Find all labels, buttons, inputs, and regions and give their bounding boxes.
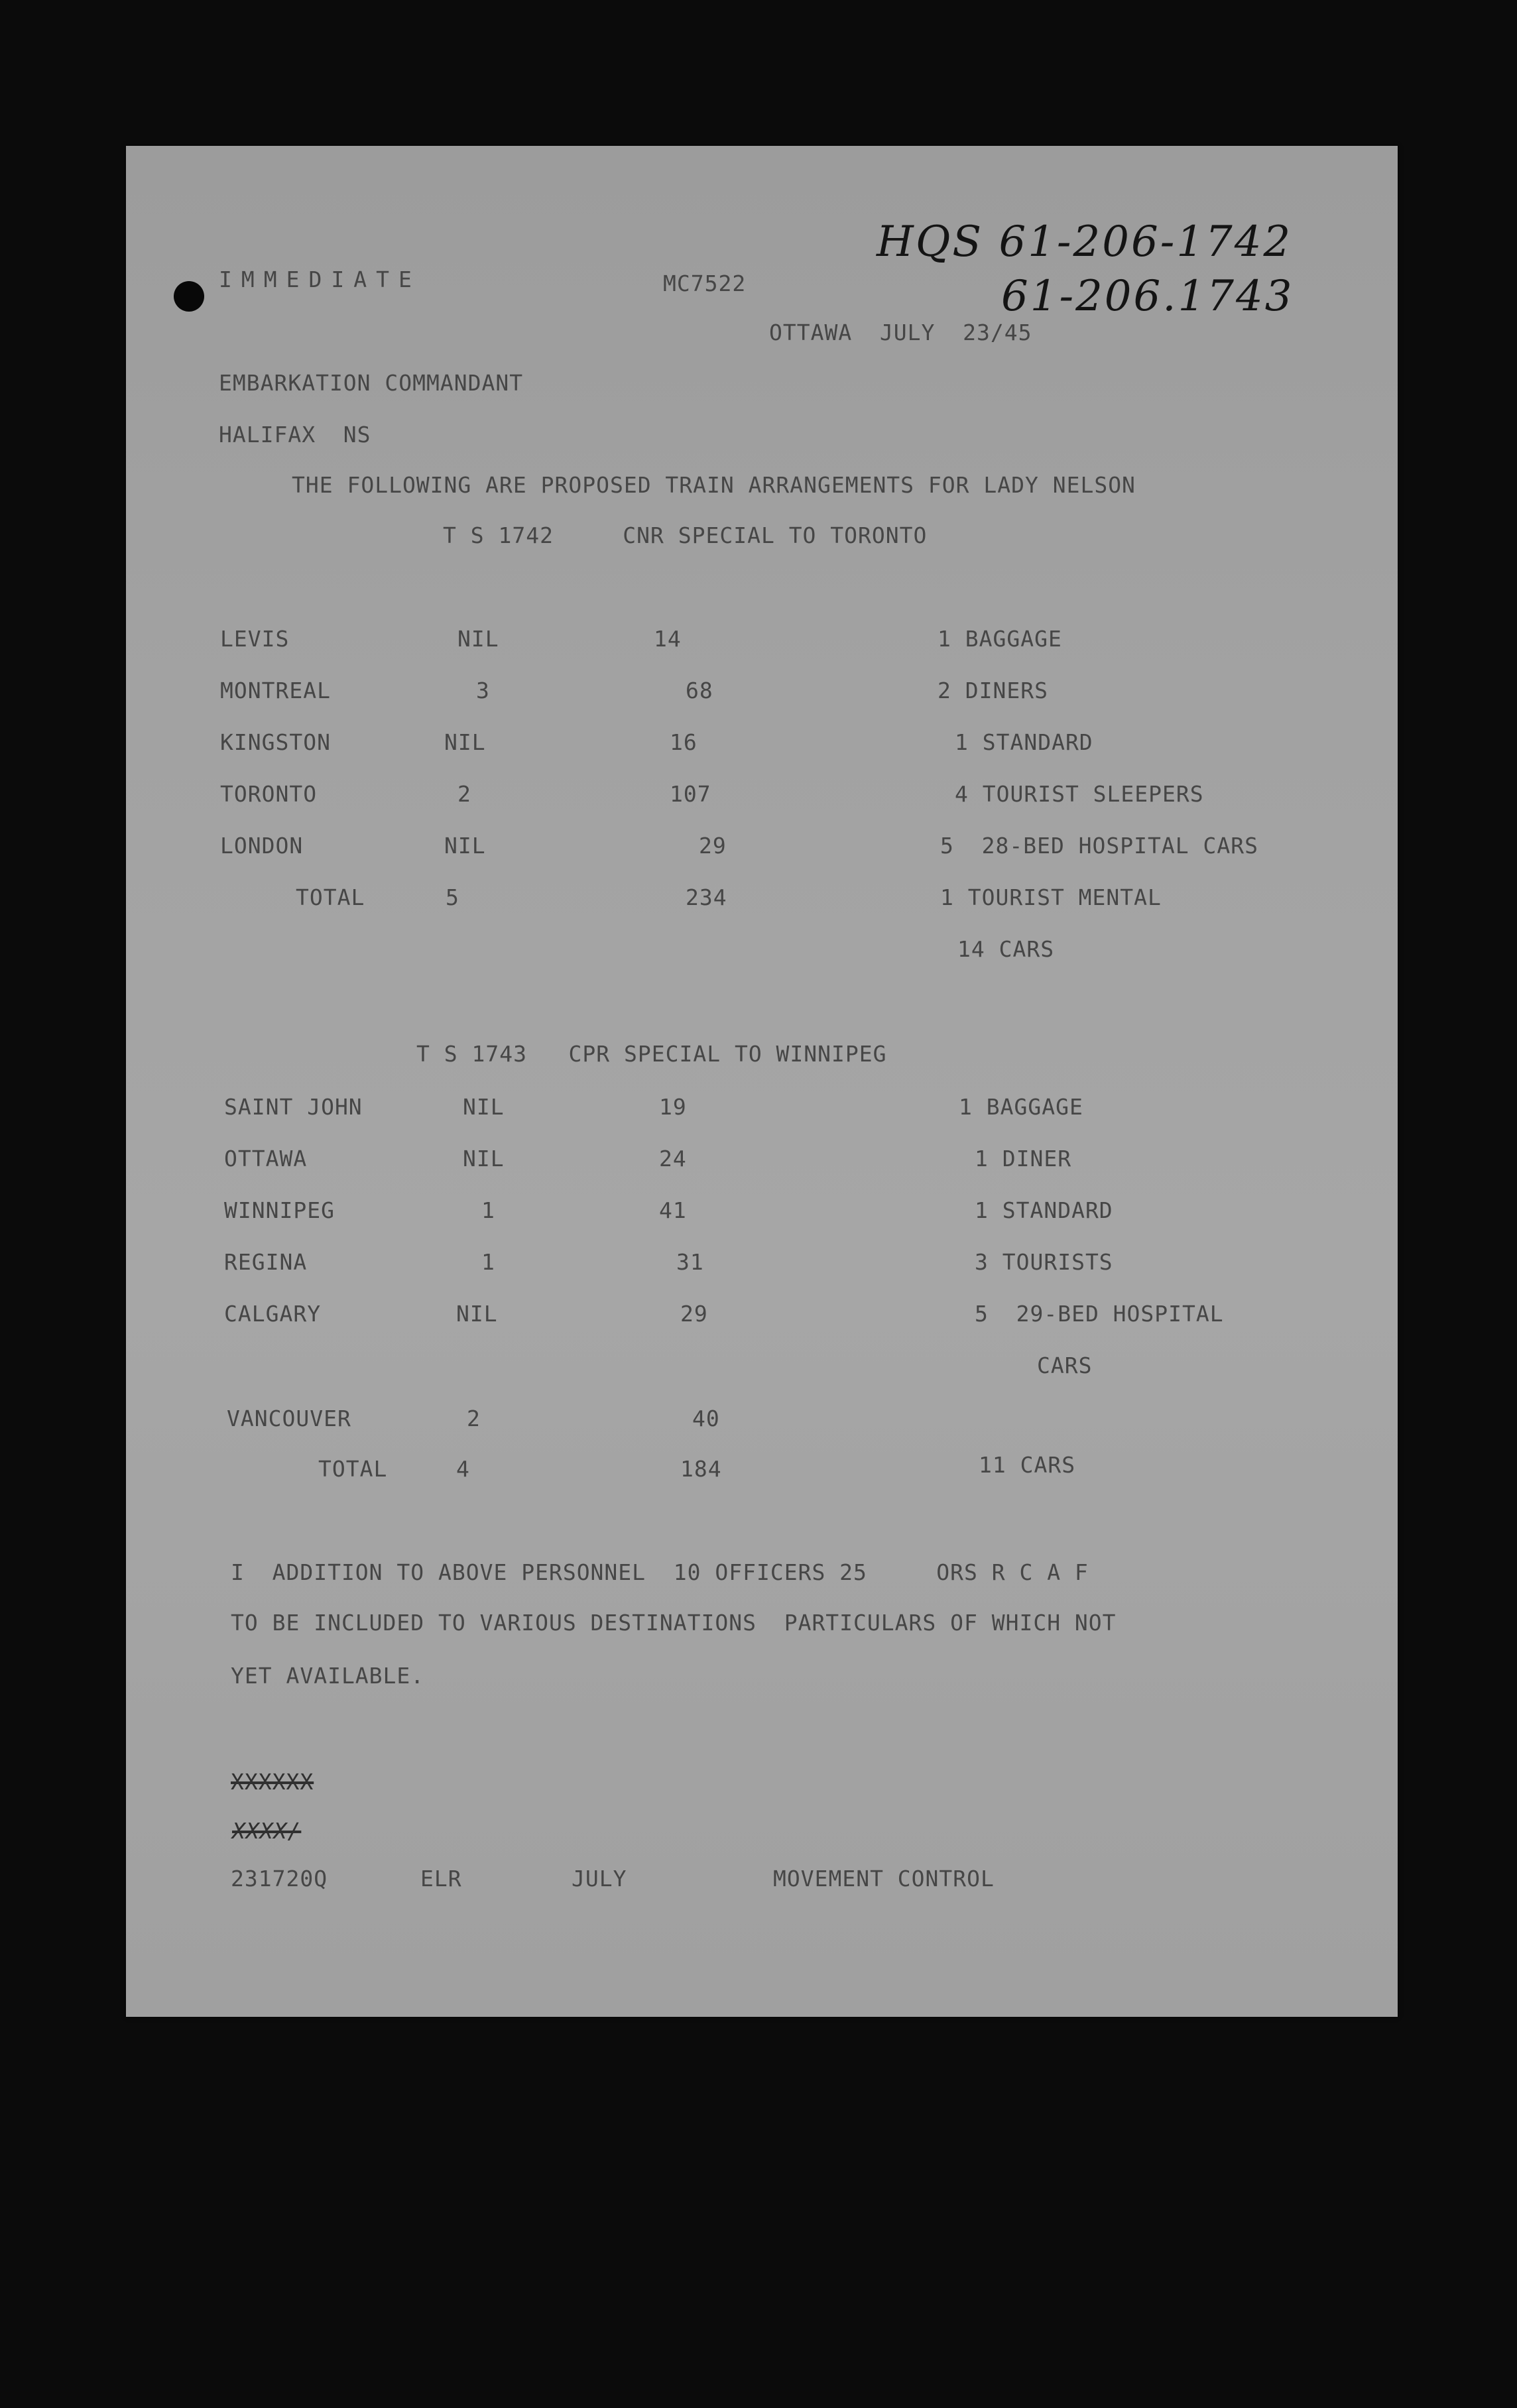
train1-cars-total: 14 CARS: [957, 936, 1055, 962]
train2-place: VANCOUVER: [227, 1406, 351, 1431]
train2-others: 40: [692, 1406, 720, 1431]
train2-officers: 2: [467, 1406, 481, 1431]
train1-others: 107: [670, 781, 711, 807]
train2-others: 31: [676, 1249, 704, 1275]
train2-total-label: TOTAL: [318, 1456, 388, 1482]
train1-title: T S 1742 CNR SPECIAL TO TORONTO: [443, 522, 928, 548]
train1-cars: 5 28-BED HOSPITAL CARS: [940, 833, 1258, 859]
addressee-line-1: EMBARKATION COMMANDANT: [219, 370, 524, 396]
train1-place: MONTREAL: [220, 678, 331, 703]
note-line-1: I ADDITION TO ABOVE PERSONNEL 10 OFFICERS 25 ORS R C A F: [231, 1559, 1089, 1585]
train2-others: 41: [659, 1197, 687, 1223]
train2-cars: 1 BAGGAGE: [959, 1094, 1083, 1120]
originator: ELR: [420, 1866, 462, 1892]
train1-cars: 2 DINERS: [938, 678, 1048, 703]
message-number: MC7522: [663, 271, 747, 296]
footer-month: JULY: [572, 1866, 627, 1892]
train2-total-others: 184: [680, 1456, 722, 1482]
train2-officers: NIL: [463, 1094, 505, 1120]
train2-officers: 1: [481, 1249, 495, 1275]
train2-others: 24: [659, 1146, 687, 1172]
train2-others: 29: [680, 1301, 708, 1327]
date-time-group: 231720Q: [231, 1866, 328, 1892]
train1-others: 16: [670, 729, 698, 755]
train2-place: WINNIPEG: [224, 1197, 335, 1223]
train1-others: 29: [699, 833, 727, 859]
train1-place: LEVIS: [220, 626, 290, 652]
train1-officers: NIL: [444, 729, 486, 755]
handwritten-file-number-2: 61-206.1743: [1001, 272, 1294, 321]
note-line-3: YET AVAILABLE.: [231, 1663, 425, 1689]
train2-cars: 3 TOURISTS: [975, 1249, 1113, 1275]
handwritten-file-number-1: HQS 61-206-1742: [877, 217, 1293, 267]
train1-total-others: 234: [686, 884, 727, 910]
addressee-line-2: HALIFAX NS: [219, 422, 371, 448]
train1-officers: 3: [476, 678, 490, 703]
train1-others: 68: [686, 678, 713, 703]
train2-place: REGINA: [224, 1249, 308, 1275]
train1-total-officers: 5: [446, 884, 459, 910]
train2-place: SAINT JOHN: [224, 1094, 363, 1120]
train1-officers: NIL: [444, 833, 486, 859]
note-line-2: TO BE INCLUDED TO VARIOUS DESTINATIONS PARTICULARS OF WHICH NOT: [231, 1610, 1117, 1636]
punch-hole: [174, 281, 204, 312]
train1-cars: 1 TOURIST MENTAL: [940, 884, 1162, 910]
train2-officers: 1: [481, 1197, 495, 1223]
train2-title: T S 1743 CPR SPECIAL TO WINNIPEG: [416, 1041, 887, 1067]
priority-label: IMMEDIATE: [219, 267, 421, 292]
train2-place: CALGARY: [224, 1301, 322, 1327]
train1-place: TORONTO: [220, 781, 318, 807]
train1-cars: 1 BAGGAGE: [938, 626, 1062, 652]
office-name: MOVEMENT CONTROL: [773, 1866, 995, 1892]
place-date: OTTAWA JULY 23/45: [769, 320, 1032, 345]
train1-officers: NIL: [457, 626, 499, 652]
train1-cars: 1 STANDARD: [955, 729, 1093, 755]
train1-total-label: TOTAL: [296, 884, 365, 910]
struck-out-text-2: XXXX/: [232, 1818, 302, 1844]
intro-line: THE FOLLOWING ARE PROPOSED TRAIN ARRANGEMENTS FOR LADY NELSON: [292, 472, 1136, 498]
train2-cars-continuation: CARS: [1037, 1353, 1093, 1378]
train2-place: OTTAWA: [224, 1146, 308, 1172]
train2-cars: 5 29-BED HOSPITAL: [975, 1301, 1224, 1327]
train2-cars: 11 CARS: [979, 1452, 1076, 1478]
train2-cars: 1 DINER: [975, 1146, 1072, 1172]
train2-officers: NIL: [463, 1146, 505, 1172]
train1-place: KINGSTON: [220, 729, 331, 755]
train1-others: 14: [654, 626, 682, 652]
train2-others: 19: [659, 1094, 687, 1120]
train1-place: LONDON: [220, 833, 304, 859]
struck-out-text-1: XXXXXX: [231, 1769, 314, 1795]
train1-officers: 2: [457, 781, 471, 807]
train2-total-officers: 4: [456, 1456, 470, 1482]
train2-officers: NIL: [456, 1301, 498, 1327]
train1-cars: 4 TOURIST SLEEPERS: [955, 781, 1204, 807]
train2-cars: 1 STANDARD: [975, 1197, 1113, 1223]
